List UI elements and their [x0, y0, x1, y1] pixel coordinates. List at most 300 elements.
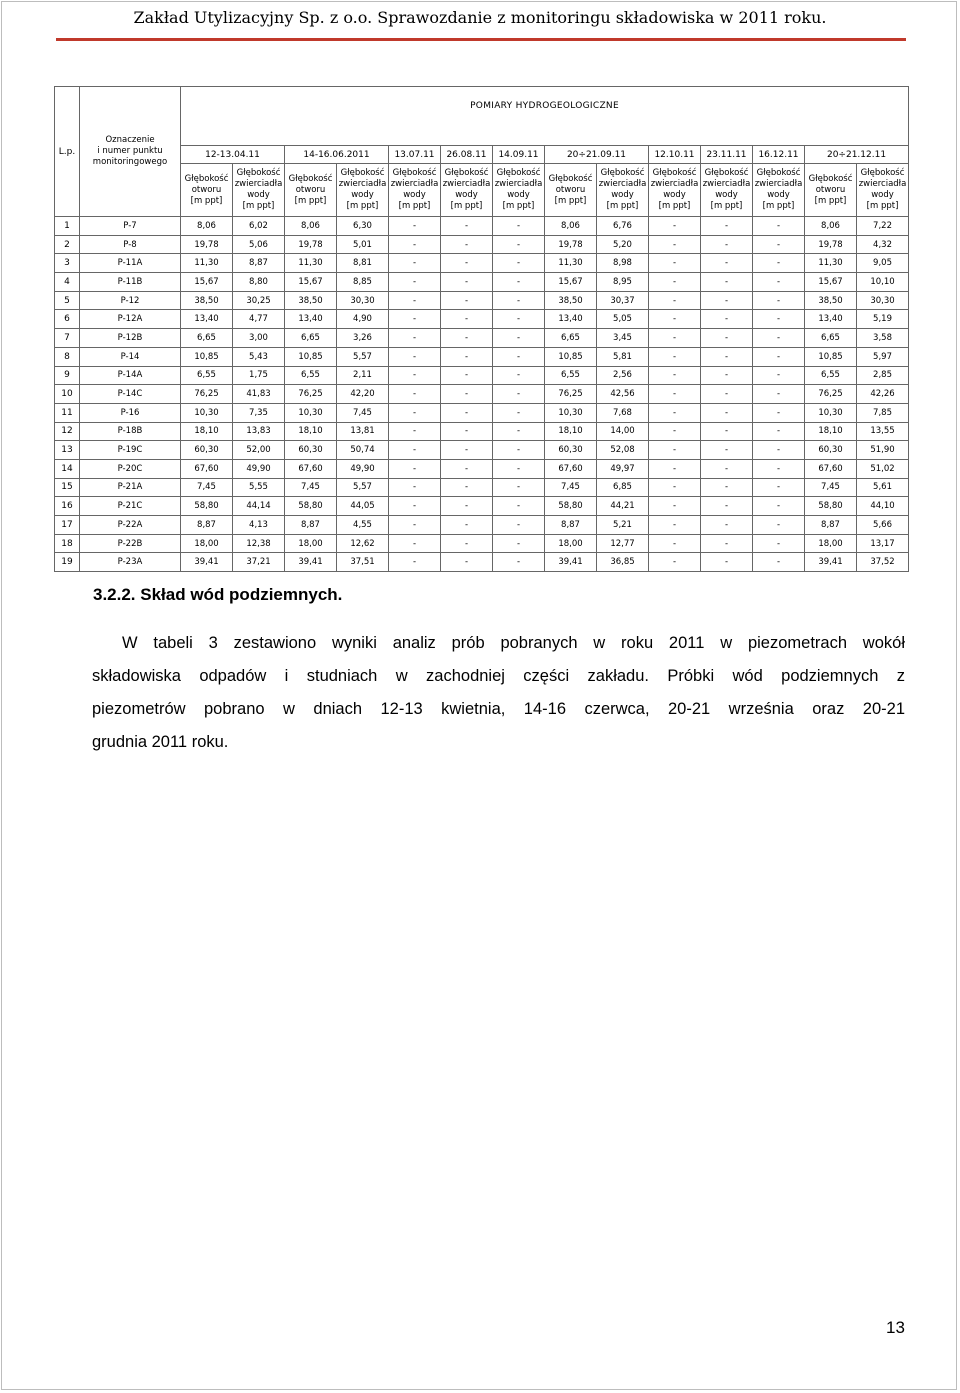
measurement-cell: 13,40 — [181, 310, 233, 329]
measurement-cell: 15,67 — [181, 273, 233, 292]
measurement-cell: 13,55 — [857, 422, 909, 441]
measurement-cell: 52,00 — [233, 441, 285, 460]
row-number: 14 — [55, 459, 80, 478]
measurement-cell: - — [649, 478, 701, 497]
table-row — [55, 273, 909, 292]
table-row — [55, 310, 909, 329]
measurement-cell: 7,22 — [857, 217, 909, 236]
measurement-cell: - — [753, 403, 805, 422]
measurement-cell: - — [649, 459, 701, 478]
measurement-cell: - — [493, 459, 545, 478]
measurement-cell: 18,10 — [285, 422, 337, 441]
table-row — [55, 235, 909, 254]
measurement-cell: - — [753, 329, 805, 348]
lp-header: L.p. — [55, 87, 80, 217]
column-header-line: Głębokość — [184, 173, 229, 184]
measurement-cell: 60,30 — [181, 441, 233, 460]
table-row — [55, 459, 909, 478]
table-row — [55, 217, 909, 236]
column-header — [441, 164, 493, 217]
measurement-cell: - — [493, 422, 545, 441]
measurement-cell: 13,40 — [285, 310, 337, 329]
measurement-cell: - — [701, 403, 753, 422]
measurement-cell: - — [493, 441, 545, 460]
column-header-line: [m ppt] — [658, 201, 691, 211]
measurement-cell: - — [649, 385, 701, 404]
measurement-cell: 5,57 — [337, 347, 389, 366]
column-header — [805, 164, 857, 217]
measurement-cell: 6,55 — [545, 366, 597, 385]
measurement-cell: 8,85 — [337, 273, 389, 292]
measurement-cell: - — [753, 273, 805, 292]
point-id: P-22A — [80, 516, 181, 535]
measurement-cell: - — [753, 516, 805, 535]
measurement-cell: 6,55 — [181, 366, 233, 385]
measurement-cell: - — [493, 366, 545, 385]
measurement-cell: - — [389, 366, 441, 385]
row-number: 13 — [55, 441, 80, 460]
measurement-cell: - — [753, 366, 805, 385]
point-id: P-7 — [80, 217, 181, 236]
measurement-cell: 60,30 — [805, 441, 857, 460]
row-number: 2 — [55, 235, 80, 254]
row-number: 1 — [55, 217, 80, 236]
column-header-line: wody — [247, 190, 270, 200]
measurement-cell: 42,56 — [597, 385, 649, 404]
measurement-cell: - — [441, 497, 493, 516]
column-header-line: Głębokość — [444, 168, 489, 178]
paragraph-line: grudnia 2011 roku. — [92, 733, 229, 751]
point-id: P-19C — [80, 441, 181, 460]
measurement-cell: 15,67 — [285, 273, 337, 292]
measurement-cell: 12,77 — [597, 534, 649, 553]
measurement-cell: - — [701, 217, 753, 236]
measurement-cell: 44,05 — [337, 497, 389, 516]
measurement-cell: - — [441, 366, 493, 385]
column-header-line: wody — [611, 190, 634, 200]
measurement-cell: 2,56 — [597, 366, 649, 385]
table-row — [55, 291, 909, 310]
measurement-cell: - — [649, 291, 701, 310]
column-header — [389, 164, 441, 217]
measurement-cell: 8,06 — [181, 217, 233, 236]
measurement-cell: - — [389, 441, 441, 460]
measurement-cell: 4,77 — [233, 310, 285, 329]
table-row — [55, 441, 909, 460]
measurement-cell: 6,85 — [597, 478, 649, 497]
column-header — [597, 164, 649, 217]
column-header-line: [m ppt] — [242, 201, 275, 211]
row-number: 11 — [55, 403, 80, 422]
point-id: P-20C — [80, 459, 181, 478]
measurement-cell: 50,74 — [337, 441, 389, 460]
measurement-cell: 39,41 — [805, 553, 857, 572]
date-header: 16.12.11 — [753, 146, 805, 164]
column-header-line: [m ppt] — [554, 195, 587, 206]
measurement-cell: 76,25 — [805, 385, 857, 404]
table-row — [55, 329, 909, 348]
measurement-cell: 8,06 — [545, 217, 597, 236]
measurement-cell: 5,21 — [597, 516, 649, 535]
measurement-cell: - — [441, 422, 493, 441]
point-id: P-8 — [80, 235, 181, 254]
measurement-cell: - — [441, 478, 493, 497]
column-header-line: Głębokość — [496, 168, 541, 178]
measurement-cell: - — [701, 534, 753, 553]
measurement-cell: 44,14 — [233, 497, 285, 516]
column-header-line: Głębokość — [704, 168, 749, 178]
measurement-cell: - — [493, 497, 545, 516]
measurement-cell: 5,57 — [337, 478, 389, 497]
paragraph-line: piezometrów pobrano w dniach 12-13 kwietnia, 14-16 czerwca, 20-21 września oraz 20-21 — [92, 700, 905, 718]
measurement-cell: - — [389, 291, 441, 310]
measurement-cell: - — [493, 385, 545, 404]
table-row — [55, 385, 909, 404]
measurement-cell: - — [649, 497, 701, 516]
section-heading: 3.2.2. Skład wód podziemnych. — [93, 585, 343, 604]
measurement-cell: 6,65 — [545, 329, 597, 348]
column-header-line: [m ppt] — [762, 201, 795, 211]
measurement-cell: 3,26 — [337, 329, 389, 348]
measurement-cell: - — [389, 422, 441, 441]
row-number: 10 — [55, 385, 80, 404]
measurement-cell: 8,98 — [597, 254, 649, 273]
measurement-cell: 4,90 — [337, 310, 389, 329]
page-number: 13 — [886, 1318, 905, 1337]
measurement-cell: - — [701, 347, 753, 366]
measurement-cell: 30,30 — [857, 291, 909, 310]
measurement-cell: 13,83 — [233, 422, 285, 441]
measurement-cell: 5,61 — [857, 478, 909, 497]
column-header-line: wody — [871, 190, 894, 200]
measurement-cell: - — [649, 273, 701, 292]
measurement-cell: 8,80 — [233, 273, 285, 292]
measurement-cell: - — [493, 553, 545, 572]
column-header — [753, 164, 805, 217]
row-number: 19 — [55, 553, 80, 572]
measurement-cell: - — [649, 516, 701, 535]
measurement-cell: 18,00 — [545, 534, 597, 553]
measurement-cell: 7,45 — [545, 478, 597, 497]
measurement-cell: 2,11 — [337, 366, 389, 385]
measurement-cell: - — [753, 254, 805, 273]
measurement-cell: 19,78 — [285, 235, 337, 254]
measurement-cell: 6,65 — [181, 329, 233, 348]
point-id-header-line: i numer punktu — [97, 146, 163, 156]
measurement-cell: - — [493, 217, 545, 236]
measurement-cell: 76,25 — [181, 385, 233, 404]
measurement-cell: 6,02 — [233, 217, 285, 236]
measurement-cell: - — [701, 441, 753, 460]
measurement-cell: - — [701, 235, 753, 254]
measurement-cell: - — [701, 254, 753, 273]
measurement-cell: - — [389, 534, 441, 553]
measurement-cell: - — [701, 385, 753, 404]
measurement-cell: 42,20 — [337, 385, 389, 404]
column-header — [285, 164, 337, 217]
measurement-cell: - — [441, 217, 493, 236]
column-header-line: zwierciadła — [390, 179, 439, 189]
column-header — [493, 164, 545, 217]
measurement-cell: 13,17 — [857, 534, 909, 553]
measurement-cell: - — [493, 273, 545, 292]
table-row — [55, 497, 909, 516]
column-header-line: Głębokość — [392, 168, 437, 178]
measurement-cell: 36,85 — [597, 553, 649, 572]
measurement-cell: - — [701, 273, 753, 292]
column-header-line: [m ppt] — [502, 201, 535, 211]
column-header-line: zwierciadła — [234, 179, 283, 189]
measurement-cell: 5,20 — [597, 235, 649, 254]
measurement-cell: 10,85 — [285, 347, 337, 366]
measurement-cell: - — [441, 534, 493, 553]
measurement-cell: - — [389, 385, 441, 404]
point-id: P-12 — [80, 291, 181, 310]
measurement-cell: 11,30 — [285, 254, 337, 273]
row-number: 15 — [55, 478, 80, 497]
point-id: P-14C — [80, 385, 181, 404]
measurement-cell: - — [649, 553, 701, 572]
measurement-cell: 6,65 — [285, 329, 337, 348]
measurement-cell: 11,30 — [545, 254, 597, 273]
column-header — [233, 164, 285, 217]
date-header: 12.10.11 — [649, 146, 701, 164]
table-row — [55, 347, 909, 366]
column-header-line: zwierciadła — [650, 179, 699, 189]
column-header-line: zwierciadła — [598, 179, 647, 189]
date-header: 20÷21.12.11 — [805, 146, 909, 164]
measurement-cell: - — [649, 235, 701, 254]
measurement-cell: 9,05 — [857, 254, 909, 273]
table-row — [55, 254, 909, 273]
measurement-cell: 58,80 — [805, 497, 857, 516]
section-paragraph — [92, 627, 905, 759]
measurement-cell: 76,25 — [285, 385, 337, 404]
column-header — [337, 164, 389, 217]
table-row — [55, 553, 909, 572]
measurement-cell: - — [389, 217, 441, 236]
column-header-line: [m ppt] — [866, 201, 899, 211]
measurement-cell: - — [493, 403, 545, 422]
column-header-line: otworu — [191, 184, 222, 195]
measurement-cell: - — [701, 329, 753, 348]
measurement-cell: - — [701, 497, 753, 516]
paragraph-line: składowiska odpadów i studniach w zachodniej części zakładu. Próbki wód podziemnych z — [92, 667, 905, 685]
point-id-header-line: Oznaczenie — [105, 135, 155, 145]
measurement-cell: - — [493, 516, 545, 535]
measurement-cell: - — [441, 291, 493, 310]
measurement-cell: - — [493, 254, 545, 273]
measurement-cell: 44,21 — [597, 497, 649, 516]
measurement-cell: 19,78 — [805, 235, 857, 254]
date-header: 14-16.06.2011 — [285, 146, 389, 164]
column-header-line: Głębokość — [652, 168, 697, 178]
measurement-cell: - — [389, 254, 441, 273]
measurement-cell: - — [389, 347, 441, 366]
measurement-cell: 58,80 — [545, 497, 597, 516]
measurement-cell: - — [441, 329, 493, 348]
measurement-cell: - — [753, 497, 805, 516]
measurement-cell: 11,30 — [181, 254, 233, 273]
measurement-cell: - — [441, 553, 493, 572]
page-header: Zakład Utylizacyjny Sp. z o.o. Sprawozdanie z monitoringu składowiska w 2011 roku. — [133, 8, 827, 27]
measurement-cell: 10,85 — [181, 347, 233, 366]
measurement-cell: 60,30 — [545, 441, 597, 460]
measurement-cell: - — [389, 553, 441, 572]
measurement-cell: 38,50 — [181, 291, 233, 310]
point-id: P-12B — [80, 329, 181, 348]
measurement-cell: 13,40 — [805, 310, 857, 329]
measurement-cell: 3,58 — [857, 329, 909, 348]
measurement-cell: 5,55 — [233, 478, 285, 497]
point-id: P-11A — [80, 254, 181, 273]
measurement-cell: 5,97 — [857, 347, 909, 366]
measurement-cell: 42,26 — [857, 385, 909, 404]
measurement-cell: - — [701, 459, 753, 478]
table-row — [55, 422, 909, 441]
measurement-cell: 38,50 — [285, 291, 337, 310]
date-header: 20÷21.09.11 — [545, 146, 649, 164]
measurement-cell: 39,41 — [285, 553, 337, 572]
measurement-cell: - — [701, 310, 753, 329]
measurement-cell: 5,19 — [857, 310, 909, 329]
measurement-cell: 52,08 — [597, 441, 649, 460]
measurement-cell: 58,80 — [285, 497, 337, 516]
measurement-cell: 67,60 — [545, 459, 597, 478]
measurement-cell: 37,21 — [233, 553, 285, 572]
column-header-line: wody — [351, 190, 374, 200]
measurement-cell: 67,60 — [285, 459, 337, 478]
measurement-cell: 18,00 — [285, 534, 337, 553]
measurement-cell: 1,75 — [233, 366, 285, 385]
measurement-cell: 8,81 — [337, 254, 389, 273]
measurement-cell: 7,85 — [857, 403, 909, 422]
measurement-cell: 44,10 — [857, 497, 909, 516]
measurement-cell: - — [441, 516, 493, 535]
measurement-cell: 51,90 — [857, 441, 909, 460]
measurement-cell: 49,90 — [233, 459, 285, 478]
hydrogeology-table — [54, 86, 909, 572]
measurement-cell: - — [753, 217, 805, 236]
row-number: 5 — [55, 291, 80, 310]
table-header-row — [55, 87, 909, 146]
column-header-line: otworu — [555, 184, 586, 195]
row-number: 3 — [55, 254, 80, 273]
measurement-cell: - — [441, 254, 493, 273]
measurement-cell: 5,05 — [597, 310, 649, 329]
measurement-cell: 8,06 — [805, 217, 857, 236]
measurement-cell: - — [753, 534, 805, 553]
measurement-cell: - — [701, 291, 753, 310]
row-number: 12 — [55, 422, 80, 441]
measurement-cell: 15,67 — [545, 273, 597, 292]
column-header-line: [m ppt] — [294, 195, 327, 206]
measurement-cell: 8,95 — [597, 273, 649, 292]
date-header: 14.09.11 — [493, 146, 545, 164]
measurement-cell: 8,87 — [285, 516, 337, 535]
measurement-cell: - — [441, 310, 493, 329]
column-header-line: zwierciadła — [702, 179, 751, 189]
row-number: 18 — [55, 534, 80, 553]
measurement-cell: 5,43 — [233, 347, 285, 366]
measurement-cell: - — [753, 347, 805, 366]
point-id: P-14 — [80, 347, 181, 366]
point-id-header-line: monitoringowego — [92, 157, 168, 167]
column-header-line: [m ppt] — [190, 195, 223, 206]
measurement-cell: 7,35 — [233, 403, 285, 422]
measurement-cell: - — [493, 534, 545, 553]
column-header-line: Głębokość — [600, 168, 645, 178]
measurement-cell: 6,65 — [805, 329, 857, 348]
measurement-cell: - — [649, 217, 701, 236]
measurement-cell: 10,30 — [805, 403, 857, 422]
measurement-cell: 39,41 — [545, 553, 597, 572]
measurement-cell: - — [493, 329, 545, 348]
column-header-line: [m ppt] — [450, 201, 483, 211]
measurement-cell: 5,81 — [597, 347, 649, 366]
column-header-line: Głębokość — [548, 173, 593, 184]
point-id: P-16 — [80, 403, 181, 422]
header-rule — [56, 38, 906, 41]
date-header: 26.08.11 — [441, 146, 493, 164]
column-header-line: [m ppt] — [606, 201, 639, 211]
column-header — [545, 164, 597, 217]
measurement-cell: 19,78 — [545, 235, 597, 254]
measurement-cell: 4,32 — [857, 235, 909, 254]
measurement-cell: 5,01 — [337, 235, 389, 254]
measurement-cell: 38,50 — [805, 291, 857, 310]
measurement-cell: 8,87 — [805, 516, 857, 535]
measurement-cell: 6,76 — [597, 217, 649, 236]
measurement-cell: 5,06 — [233, 235, 285, 254]
measurement-cell: - — [389, 516, 441, 535]
row-number: 4 — [55, 273, 80, 292]
table-row — [55, 516, 909, 535]
column-header-line: wody — [715, 190, 738, 200]
column-header-line: zwierciadła — [494, 179, 543, 189]
measurement-cell: 8,06 — [285, 217, 337, 236]
date-header-row — [55, 146, 909, 164]
measurement-cell: 58,80 — [181, 497, 233, 516]
measurement-cell: - — [389, 459, 441, 478]
column-header — [701, 164, 753, 217]
measurement-cell: 10,85 — [545, 347, 597, 366]
measurement-cell: - — [389, 403, 441, 422]
date-header: 12-13.04.11 — [181, 146, 285, 164]
measurement-cell: 41,83 — [233, 385, 285, 404]
measurement-cell: - — [441, 385, 493, 404]
measurement-cell: - — [441, 235, 493, 254]
measurement-cell: 12,62 — [337, 534, 389, 553]
measurement-cell: 60,30 — [285, 441, 337, 460]
measurement-cell: - — [753, 235, 805, 254]
measurement-cell: - — [493, 235, 545, 254]
measurement-cell: 4,55 — [337, 516, 389, 535]
measurement-cell: - — [493, 291, 545, 310]
measurement-cell: - — [441, 347, 493, 366]
measurement-cell: 10,30 — [181, 403, 233, 422]
measurement-cell: - — [649, 534, 701, 553]
measurement-cell: 67,60 — [805, 459, 857, 478]
measurement-cell: 37,52 — [857, 553, 909, 572]
column-header — [181, 164, 233, 217]
column-header-line: Głębokość — [860, 168, 905, 178]
measurement-cell: - — [649, 347, 701, 366]
measurement-cell: - — [441, 403, 493, 422]
measurement-cell: 7,45 — [337, 403, 389, 422]
measurement-cell: 14,00 — [597, 422, 649, 441]
measurement-cell: 51,02 — [857, 459, 909, 478]
